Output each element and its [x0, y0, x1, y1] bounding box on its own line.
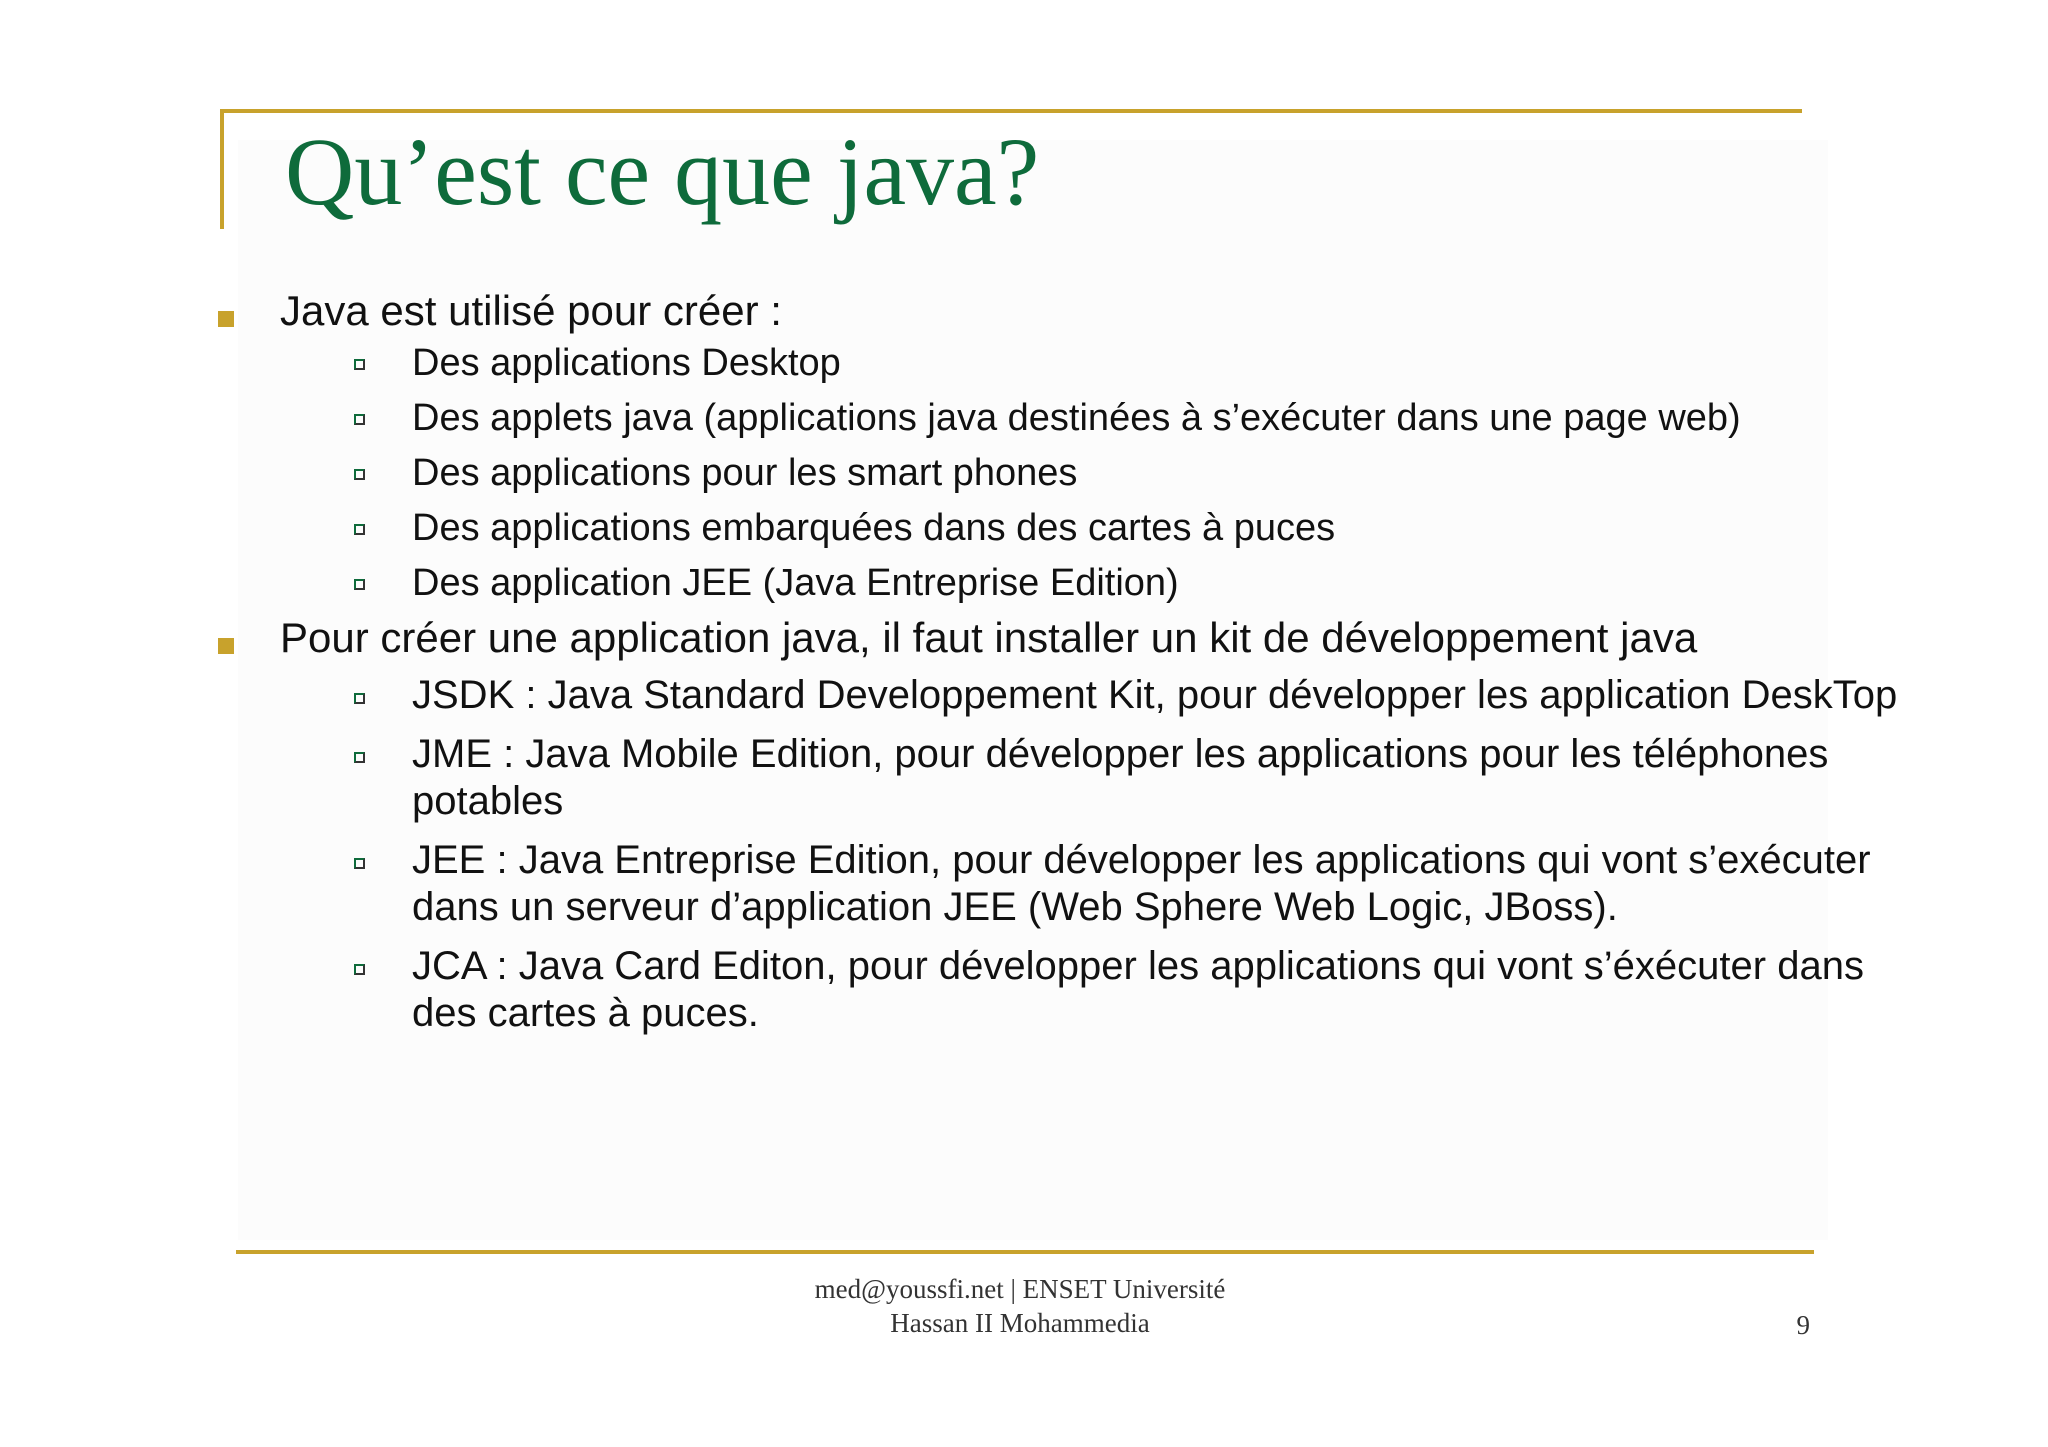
slide-title: Qu’est ce que java? [285, 118, 1040, 225]
sub-bullet-item [280, 451, 1912, 495]
sub-bullet-text: Des applications embarquées dans des cartes à puces [412, 507, 1336, 549]
sub-bullet-text: JME : Java Mobile Edition, pour développer les applications pour les téléphones potables [412, 732, 1829, 823]
sub-bullet-text: Des application JEE (Java Entreprise Edition) [412, 562, 1179, 604]
hollow-square-bullet-icon [354, 359, 365, 370]
sub-bullet-item [280, 561, 1912, 605]
sub-bullet-text: JCA : Java Card Editon, pour développer les applications qui vont s’éxécuter dans des cartes à puces. [412, 944, 1864, 1035]
sub-bullet-text: JSDK : Java Standard Developpement Kit, pour développer les application DeskTop [412, 673, 1898, 717]
hollow-square-bullet-icon [354, 469, 365, 480]
hollow-square-bullet-icon [354, 752, 365, 763]
hollow-square-bullet-icon [354, 693, 365, 704]
title-left-rule [220, 109, 224, 229]
square-bullet-icon [218, 311, 234, 327]
bullet-point-1 [212, 286, 1832, 605]
footer-credit [760, 1272, 1280, 1340]
bullet-text: Java est utilisé pour créer : [280, 287, 782, 334]
sub-bullet-list [280, 341, 1832, 605]
sub-bullet-text: JEE : Java Entreprise Edition, pour développer les applications qui vont s’exécuter dans un serveur d’application JEE (Web Sphere Web Logic, JBoss). [412, 838, 1871, 929]
sub-bullet-text: Des applications Desktop [412, 342, 841, 384]
hollow-square-bullet-icon [354, 858, 365, 869]
hollow-square-bullet-icon [354, 579, 365, 590]
sub-bullet-item [280, 341, 1912, 385]
footer-line-2: Hassan II Mohammedia [890, 1308, 1150, 1338]
bullet-text: Pour créer une application java, il faut installer un kit de développement java [280, 614, 1698, 661]
hollow-square-bullet-icon [354, 964, 365, 975]
square-bullet-icon [218, 638, 234, 654]
sub-bullet-item [280, 943, 1912, 1037]
bullet-point-2 [212, 613, 1898, 1037]
sub-bullet-item [280, 837, 1912, 931]
hollow-square-bullet-icon [354, 524, 365, 535]
footer-line-1: med@youssfi.net | ENSET Université [814, 1274, 1226, 1304]
page-number: 9 [1796, 1310, 1810, 1340]
slide-content [212, 286, 1898, 1037]
sub-bullet-text: Des applications pour les smart phones [412, 452, 1078, 494]
sub-bullet-list [280, 672, 1898, 1037]
sub-bullet-item [280, 396, 1912, 440]
footer-rule [236, 1250, 1814, 1254]
sub-bullet-text: Des applets java (applications java destinées à s’exécuter dans une page web) [412, 397, 1741, 439]
sub-bullet-item [280, 506, 1912, 550]
sub-bullet-item [280, 731, 1912, 825]
hollow-square-bullet-icon [354, 414, 365, 425]
sub-bullet-item [280, 672, 1912, 719]
